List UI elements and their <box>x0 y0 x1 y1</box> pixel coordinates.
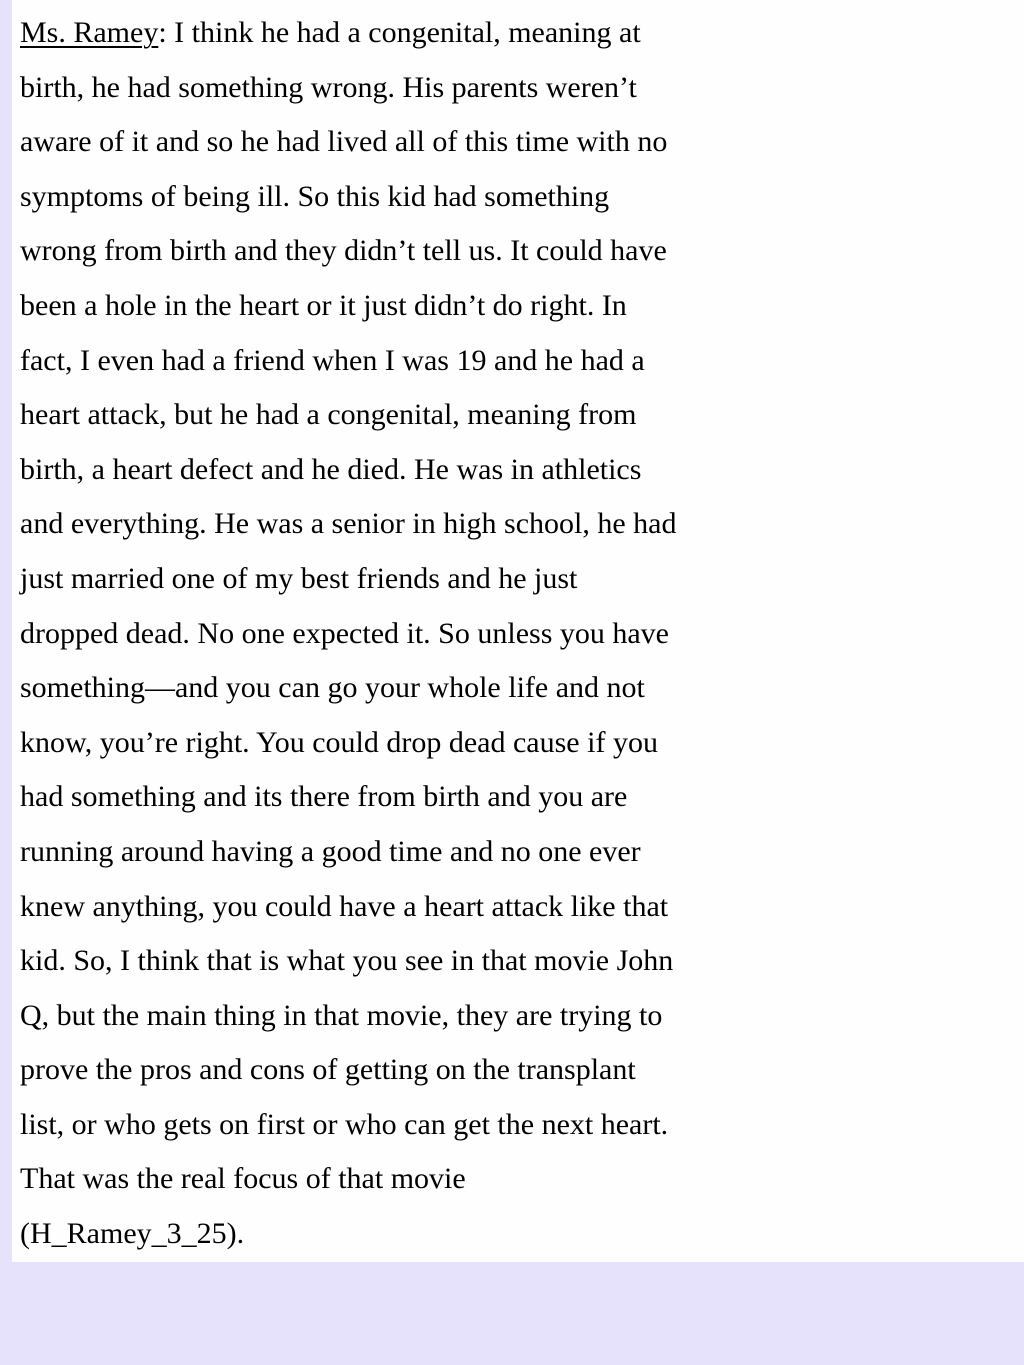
passage-line: and everything. He was a senior in high school, he had <box>20 507 677 541</box>
passage-line: list, or who gets on first or who can get the next heart. <box>20 1107 669 1141</box>
speaker-name: Ms. Ramey <box>20 16 159 49</box>
passage-line: know, you’re right. You could drop dead cause if you <box>20 725 658 759</box>
passage-line: symptoms of being ill. So this kid had something <box>20 179 610 213</box>
passage-line: had something and its there from birth and you are <box>20 780 628 814</box>
passage-line: knew anything, you could have a heart attack like that <box>20 889 669 923</box>
passage-line: heart attack, but he had a congenital, meaning from <box>20 398 637 432</box>
first-line-text: : I think he had a congenital, meaning at <box>158 16 641 49</box>
passage-line: something—and you can go your whole life and not <box>20 671 645 705</box>
passage-line: running around having a good time and no one ever <box>20 834 641 868</box>
passage-line: fact, I even had a friend when I was 19 and he had a <box>20 343 645 377</box>
passage-line: birth, a heart defect and he died. He was in athletics <box>20 452 642 486</box>
document-page <box>12 0 1024 1262</box>
passage-line: kid. So, I think that is what you see in that movie John <box>20 944 674 978</box>
passage-line: been a hole in the heart or it just didn’t do right. In <box>20 288 627 322</box>
passage-line: birth, he had something wrong. His parents weren’t <box>20 70 637 104</box>
interview-passage <box>20 6 1024 1262</box>
passage-line: That was the real focus of that movie <box>20 1162 466 1196</box>
passage-line: wrong from birth and they didn’t tell us. It could have <box>20 234 667 268</box>
passage-line: prove the pros and cons of getting on the transplant <box>20 1053 636 1087</box>
citation-line: (H_Ramey_3_25). <box>20 1217 245 1251</box>
passage-line: dropped dead. No one expected it. So unless you have <box>20 616 669 650</box>
passage-line: aware of it and so he had lived all of this time with no <box>20 125 668 159</box>
passage-line: just married one of my best friends and he just <box>20 561 578 595</box>
passage-line: Q, but the main thing in that movie, they are trying to <box>20 998 663 1032</box>
passage-line-0 <box>20 6 1024 61</box>
